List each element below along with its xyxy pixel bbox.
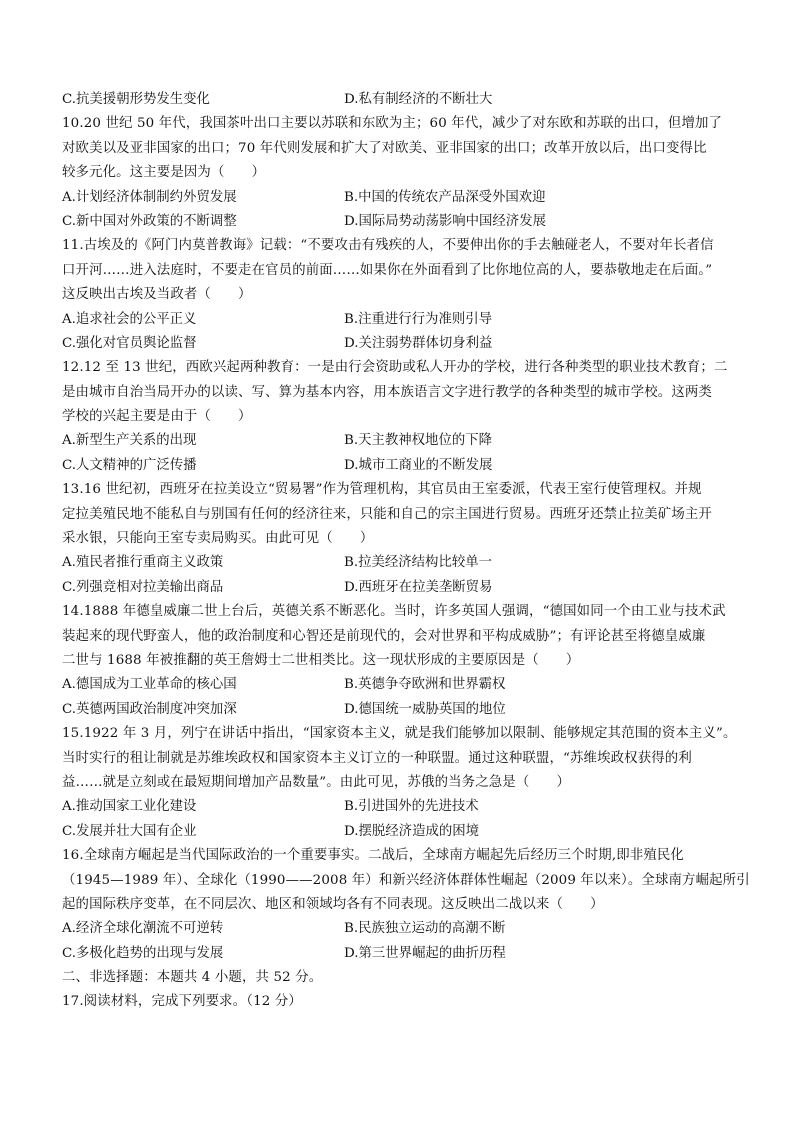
answer-option: A.追求社会的公平正义: [62, 311, 197, 327]
answer-options-row: [62, 917, 744, 941]
answer-options-row: [62, 576, 744, 600]
question-text-line: 采水银，只能向王室专卖局购买。由此可见（ ）: [62, 531, 374, 547]
answer-options-row: [62, 454, 744, 478]
question-text-line: 起的国际秩序变革，在不同层次、地区和领域均各有不同表现。这反映出二战以来（ ）: [62, 896, 604, 912]
question-text-line: 定拉美殖民地不能私自与别国有任何的经济往来，只能和自己的宗主国进行贸易。西班牙还禁止拉美矿场主开: [62, 506, 712, 522]
question-text-line: 对欧美以及亚非国家的出口；70 年代则发展和扩大了对欧美、亚非国家的出口；改革开放以后，出口变得比: [62, 140, 707, 156]
answer-option: A.经济全球化潮流不可逆转: [62, 921, 224, 937]
answer-option: C.强化对官员舆论监督: [62, 335, 197, 351]
answer-option: D.私有制经济的不断壮大: [344, 92, 493, 107]
answer-option: A.计划经济体制制约外贸发展: [62, 189, 237, 205]
question-text-line: （1945—1989 年）、全球化（1990——2008 年）和新兴经济体群体性崛起（2009 年以来）。全球南方崛起所引: [62, 872, 750, 888]
question-text-line: 16.全球南方崛起是当代国际政治的一个重要事实。二战后，全球南方崛起先后经历三个时期,即非殖民化: [62, 848, 684, 864]
question-text-line: 二世与 1688 年被推翻的英王詹姆士二世相类比。这一现状形成的主要原因是（ ）: [62, 652, 580, 668]
answer-option: A.新型生产关系的出现: [62, 433, 197, 449]
answer-options-row: [62, 820, 744, 844]
question-text-line: 是由城市自治当局开办的以读、写、算为基本内容，用本族语言文字进行教学的各种类型的城市学校。这两类: [62, 384, 712, 400]
answer-options-row: [62, 795, 744, 819]
answer-options-row: [62, 332, 744, 356]
answer-options-row: [62, 88, 744, 112]
answer-options-row: [62, 942, 744, 966]
question-text-line: 17.阅读材料，完成下列要求。（12 分）: [62, 994, 302, 1010]
question-text-line: 11.古埃及的《阿门内莫普教诲》记载：“不要攻击有残疾的人，不要伸出你的手去触碰老人，不要对年长者信: [62, 238, 714, 254]
question-text-line: 益……就是立刻或在最短期间增加产品数量”。由此可见，苏俄的当务之急是（ ）: [62, 774, 570, 790]
answer-option: C.列强竞相对拉美输出商品: [62, 579, 224, 595]
answer-option: C.发展并壮大国有企业: [62, 823, 197, 839]
answer-option: D.西班牙在拉美垄断贸易: [344, 579, 493, 595]
answer-option: D.摆脱经济造成的困境: [344, 823, 480, 839]
answer-option: A.德国成为工业革命的核心国: [62, 677, 237, 693]
answer-option: D.城市工商业的不断发展: [344, 457, 493, 473]
answer-option: C.英德两国政治制度冲突加深: [62, 701, 237, 717]
question-text-line: 当时实行的租让制就是苏维埃政权和国家资本主义订立的一种联盟。通过这种联盟，“苏维埃政权获得的利: [62, 750, 692, 766]
question-text-line: 14.1888 年德皇威廉二世上台后，英德关系不断恶化。当时，许多英国人强调，“德国如同一个由工业与技术武: [62, 604, 726, 620]
answer-option: C.抗美援朝形势发生变化: [62, 92, 210, 107]
answer-options-row: [62, 698, 744, 722]
question-text-line: 较多元化。这主要是因为（ ）: [62, 165, 266, 181]
answer-option: B.民族独立运动的高潮不断: [344, 921, 506, 937]
answer-option: B.英德争夺欧洲和世界霸权: [344, 677, 506, 693]
answer-option: B.天主教神权地位的下降: [344, 433, 493, 449]
answer-option: B.拉美经济结构比较单一: [344, 555, 493, 571]
exam-page: [62, 88, 750, 1015]
answer-option: A.殖民者推行重商主义政策: [62, 555, 224, 571]
question-text-line: 15.1922 年 3 月，列宁在讲话中指出，“国家资本主义，就是我们能够加以限制、能够规定其范围的资本主义”。: [62, 726, 737, 742]
question-text-line: 二、非选择题：本题共 4 小题，共 52 分。: [62, 970, 323, 986]
answer-option: B.引进国外的先进技术: [344, 799, 479, 815]
answer-option: D.第三世界崛起的曲折历程: [344, 945, 506, 961]
answer-options-row: [62, 308, 744, 332]
answer-options-row: [62, 673, 744, 697]
question-text-line: 口开河……进入法庭时，不要走在官员的前面……如果你在外面看到了比你地位高的人，要恭敬地走在后面。”: [62, 262, 713, 278]
question-text-line: 学校的兴起主要是由于（ ）: [62, 409, 252, 425]
answer-option: B.中国的传统农产品深受外国欢迎: [344, 189, 546, 205]
question-text-line: 10.20 世纪 50 年代，我国茶叶出口主要以苏联和东欧为主；60 年代，减少了对东欧和苏联的出口，但增加了: [62, 116, 723, 132]
answer-option: D.德国统一威胁英国的地位: [344, 701, 506, 717]
answer-option: C.多极化趋势的出现与发展: [62, 945, 224, 961]
answer-option: B.注重进行行为准则引导: [344, 311, 493, 327]
answer-option: C.新中国对外政策的不断调整: [62, 213, 237, 229]
answer-options-row: [62, 210, 744, 234]
answer-options-row: [62, 186, 744, 210]
answer-option: C.人文精神的广泛传播: [62, 457, 197, 473]
answer-options-row: [62, 551, 744, 575]
answer-option: D.国际局势动荡影响中国经济发展: [344, 213, 546, 229]
answer-options-row: [62, 429, 744, 453]
answer-option: D.关注弱势群体切身利益: [344, 335, 493, 351]
question-text-line: 这反映出古埃及当政者（ ）: [62, 287, 252, 303]
question-text-line: 装起来的现代野蛮人，他的政治制度和心智还是前现代的，会对世界和平构成威胁”；有评论甚至将德皇威廉: [62, 628, 706, 644]
question-text-line: 13.16 世纪初，西班牙在拉美设立“贸易署”作为管理机构，其官员由王室委派，代表王室行使管理权。并规: [62, 482, 702, 498]
answer-option: A.推动国家工业化建设: [62, 799, 197, 815]
question-text-line: 12.12 至 13 世纪，西欧兴起两种教育：一是由行会资助或私人开办的学校，进行各种类型的职业技术教育；二: [62, 360, 728, 376]
